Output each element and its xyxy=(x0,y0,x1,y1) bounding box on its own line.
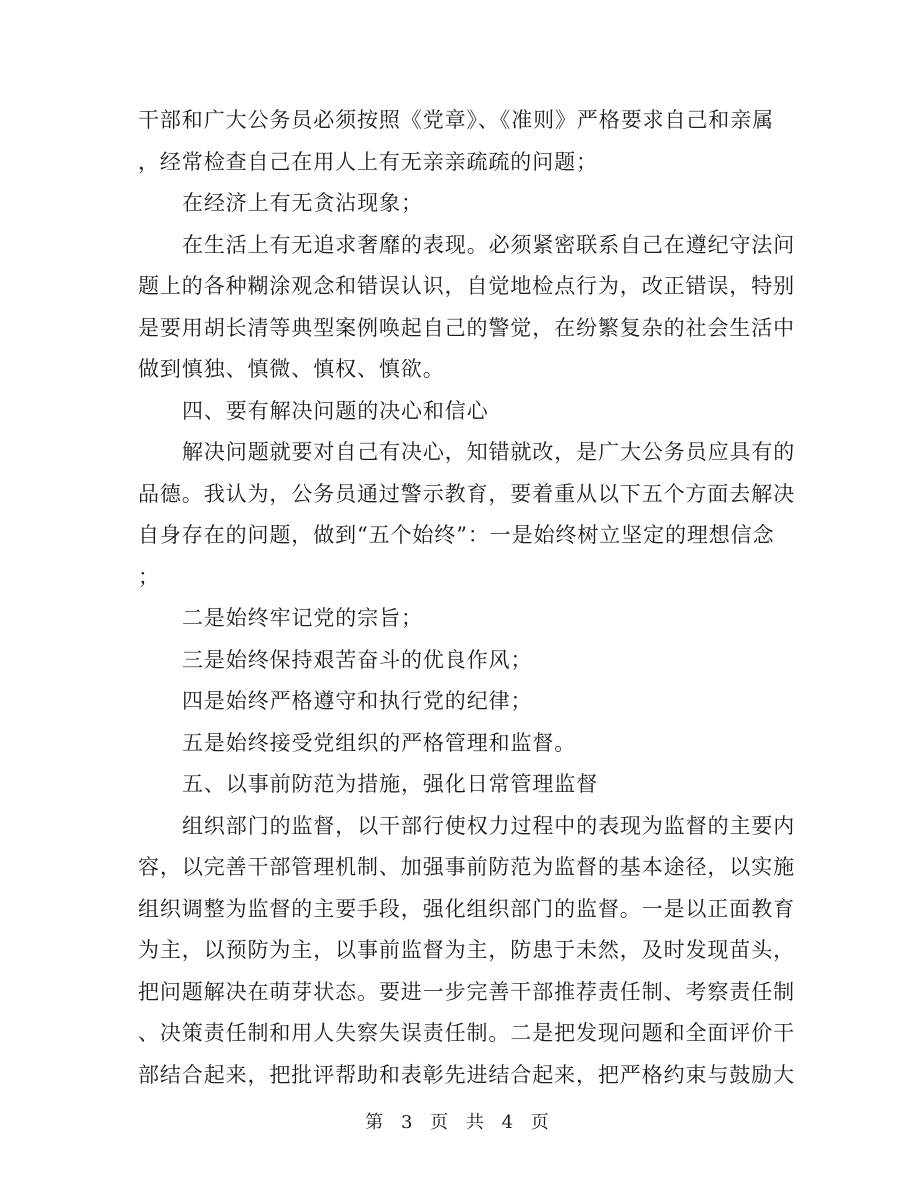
text-line: 五是始终接受党组织的严格管理和监督。 xyxy=(182,730,577,755)
text-line: 在经济上有无贪沾现象； xyxy=(182,191,423,215)
text-line: 三是始终保持艰苦奋斗的优良作风； xyxy=(182,647,533,672)
text-line: 、决策责任制和用人失察失误责任制。二是把发现问题和全面评价干 xyxy=(138,1021,795,1045)
text-line: ，经常检查自己在用人上有无亲亲疏疏的问题； xyxy=(138,149,598,174)
page-number: 第 3 页 共 4 页 xyxy=(365,1112,555,1133)
text-line: 容，以完善干部管理机制、加强事前防范为监督的基本途径，以实施 xyxy=(138,855,795,879)
text-line: 题上的各种糊涂观念和错误认识，自觉地检点行为，改正错误，特别 xyxy=(138,274,795,298)
section-heading: 五、以事前防范为措施，强化日常管理监督 xyxy=(182,772,599,796)
section-heading: 四、要有解决问题的决心和信心 xyxy=(182,398,489,423)
text-line: 组织部门的监督，以干部行使权力过程中的表现为监督的主要内 xyxy=(182,813,796,838)
text-line: 部结合起来，把批评帮助和表彰先进结合起来，把严格约束与鼓励大 xyxy=(138,1062,795,1087)
text-line: 做到慎独、慎微、慎权、慎欲。 xyxy=(138,357,445,381)
text-line: 是要用胡长清等典型案例唤起自己的警觉，在纷繁复杂的社会生活中 xyxy=(138,315,795,340)
text-line: 四是始终严格遵守和执行党的纪律； xyxy=(182,689,533,713)
text-line: 把问题解决在萌芽状态。要进一步完善干部推荐责任制、考察责任制 xyxy=(138,979,795,1004)
body-text xyxy=(138,100,796,1096)
text-line: ； xyxy=(138,564,160,589)
text-line: 解决问题就要对自己有决心，知错就改，是广大公务员应具有的 xyxy=(182,440,796,464)
text-line: 品德。我认为，公务员通过警示教育，要着重从以下五个方面去解决 xyxy=(138,481,795,506)
text-line: 自身存在的问题，做到“五个始终”：一是始终树立坚定的理想信念 xyxy=(138,523,775,547)
text-line: 为主，以预防为主，以事前监督为主，防患于未然，及时发现苗头， xyxy=(138,938,795,962)
text-line: 二是始终牢记党的宗旨； xyxy=(182,606,423,630)
text-line: 干部和广大公务员必须按照《党章》、《准则》严格要求自己和亲属 xyxy=(138,108,774,132)
text-line: 组织调整为监督的主要手段，强化组织部门的监督。一是以正面教育 xyxy=(138,896,795,921)
text-line: 在生活上有无追求奢靡的表现。必须紧密联系自己在遵纪守法问 xyxy=(182,232,796,257)
